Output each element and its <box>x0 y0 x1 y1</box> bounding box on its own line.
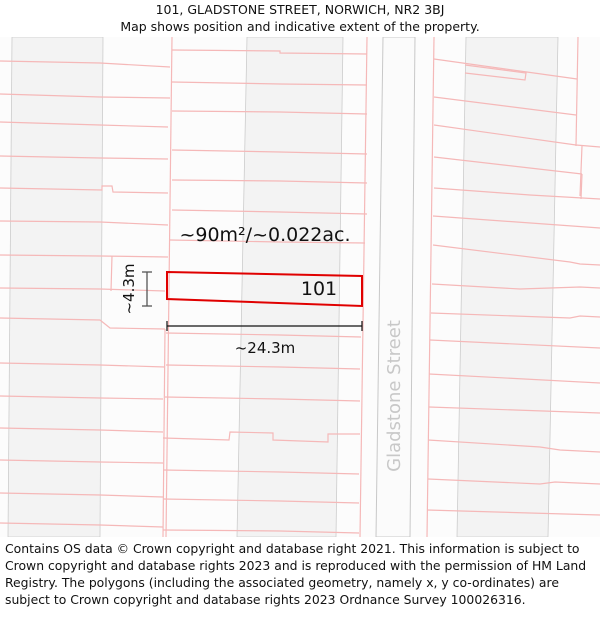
copyright-attribution: Contains OS data © Crown copyright and database right 2021. This information is subject to Crown copyright and database rights 2023 and is reproduced with the permission of HM Land Registry. The polygons (including the associated geometry, namely x, y co-ordinates) are subject to Crown copyright and database rights 2023 Ordnance Survey 100026316. <box>5 541 587 607</box>
height-measure <box>142 272 152 306</box>
height-label: ~4.3m <box>120 263 138 315</box>
map-subtitle: Map shows position and indicative extent of the property. <box>120 19 480 34</box>
street-name-label: Gladstone Street <box>384 320 405 472</box>
plot-number-label: 101 <box>300 278 338 300</box>
property-address-title: 101, GLADSTONE STREET, NORWICH, NR2 3BJ <box>155 2 445 17</box>
map-header <box>0 0 600 37</box>
property-map[interactable] <box>0 37 600 537</box>
area-label: ~90m²/~0.022ac. <box>179 224 351 246</box>
width-label: ~24.3m <box>234 339 296 357</box>
